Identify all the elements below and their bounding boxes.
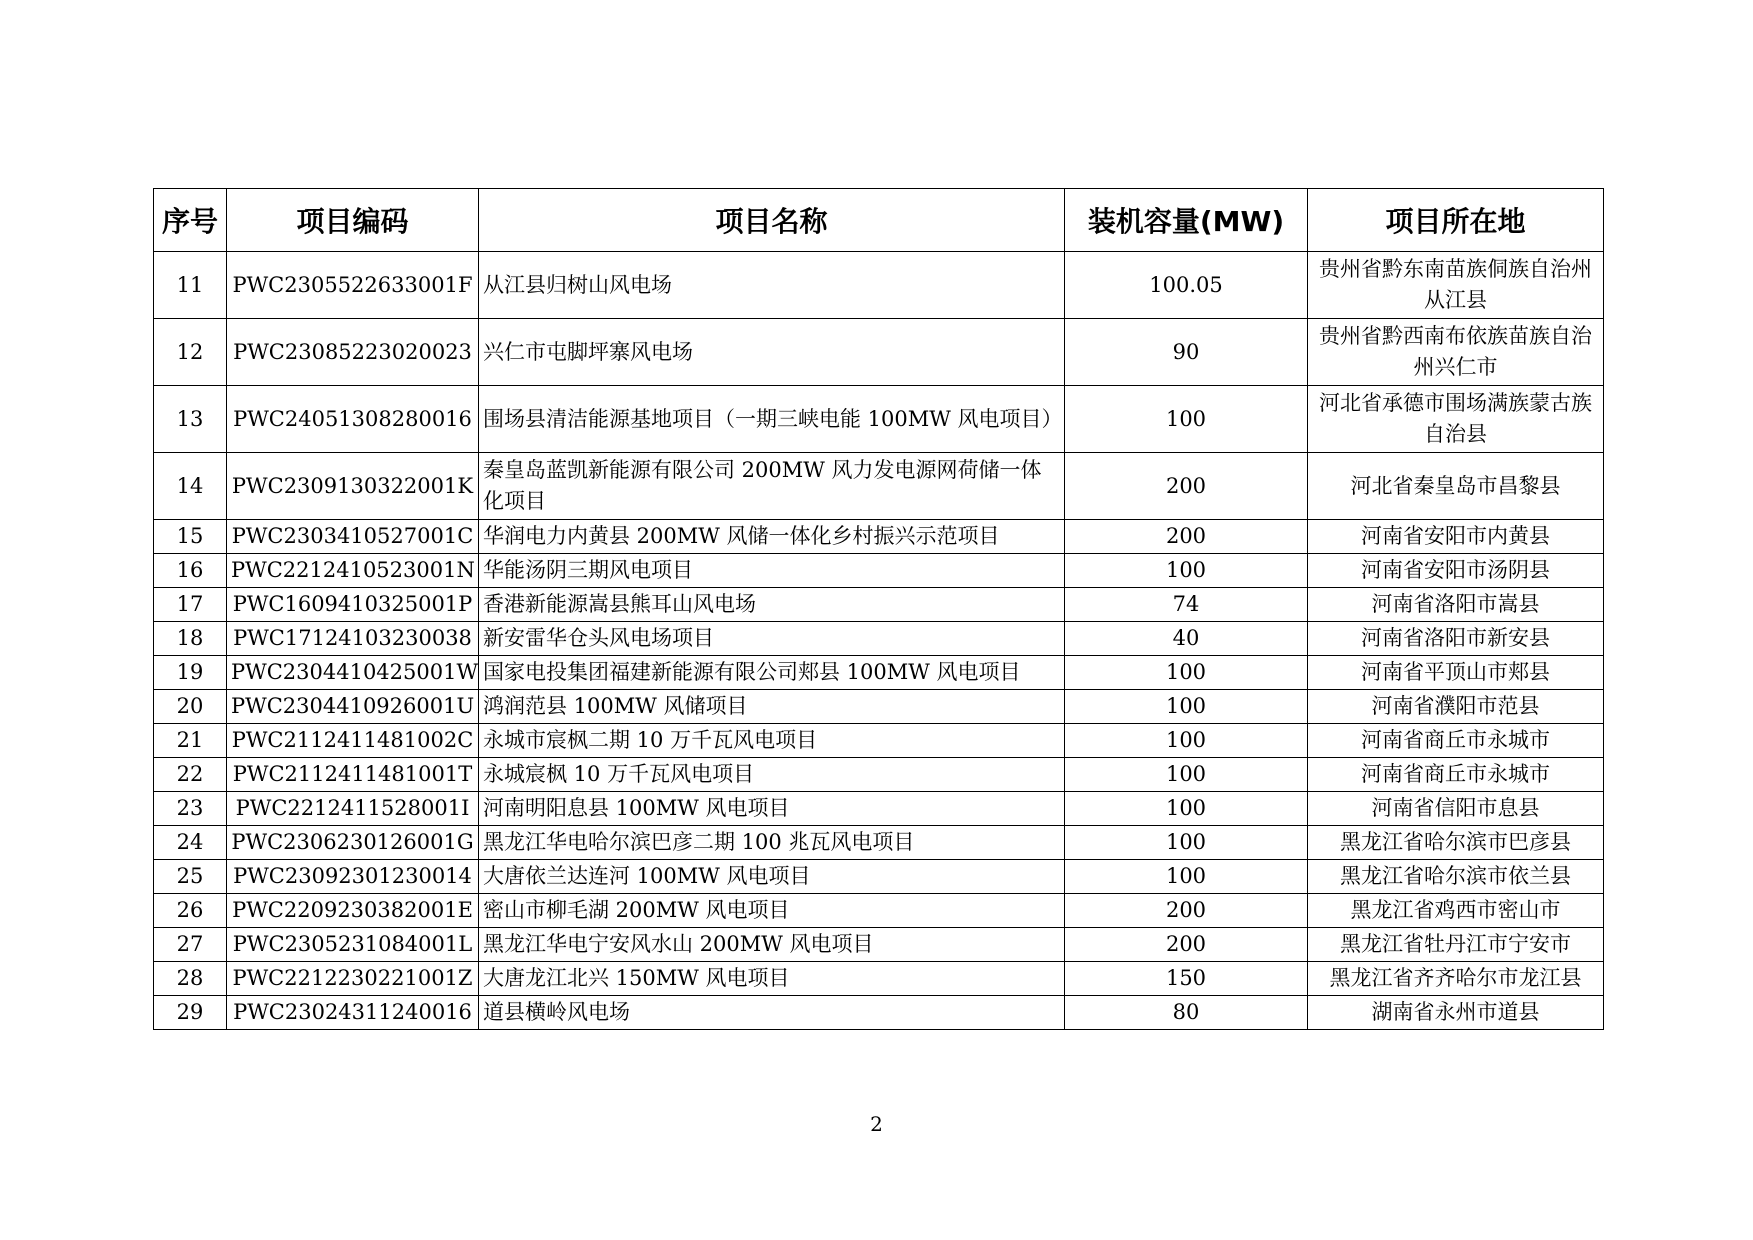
- cell-code: PWC2304410926001U: [227, 690, 479, 724]
- cell-code: PWC2112411481002C: [227, 724, 479, 758]
- table-row: [154, 758, 1604, 792]
- cell-name: 秦皇岛蓝凯新能源有限公司 200MW 风力发电源网荷储一体化项目: [479, 453, 1065, 520]
- cell-name: 香港新能源嵩县熊耳山风电场: [479, 588, 1065, 622]
- cell-location: 河南省商丘市永城市: [1308, 724, 1604, 758]
- cell-code: PWC23024311240016: [227, 996, 479, 1030]
- header-seq: 序号: [154, 189, 227, 252]
- cell-capacity: 100: [1065, 860, 1308, 894]
- cell-location: 黑龙江省哈尔滨市依兰县: [1308, 860, 1604, 894]
- table-row: [154, 996, 1604, 1030]
- cell-capacity: 90: [1065, 319, 1308, 386]
- cell-location: 河南省安阳市内黄县: [1308, 520, 1604, 554]
- cell-name: 围场县清洁能源基地项目（一期三峡电能 100MW 风电项目）: [479, 386, 1065, 453]
- cell-seq: 27: [154, 928, 227, 962]
- header-location: 项目所在地: [1308, 189, 1604, 252]
- cell-name: 从江县归树山风电场: [479, 252, 1065, 319]
- cell-location: 黑龙江省哈尔滨市巴彦县: [1308, 826, 1604, 860]
- table-row: [154, 860, 1604, 894]
- cell-location: 黑龙江省鸡西市密山市: [1308, 894, 1604, 928]
- cell-seq: 28: [154, 962, 227, 996]
- cell-code: PWC2303410527001C: [227, 520, 479, 554]
- table-row: [154, 656, 1604, 690]
- cell-name: 兴仁市屯脚坪寨风电场: [479, 319, 1065, 386]
- cell-capacity: 200: [1065, 520, 1308, 554]
- cell-location: 湖南省永州市道县: [1308, 996, 1604, 1030]
- cell-capacity: 100: [1065, 656, 1308, 690]
- cell-seq: 22: [154, 758, 227, 792]
- table-row: [154, 724, 1604, 758]
- table-row: [154, 622, 1604, 656]
- cell-location: 黑龙江省齐齐哈尔市龙江县: [1308, 962, 1604, 996]
- cell-capacity: 40: [1065, 622, 1308, 656]
- cell-seq: 18: [154, 622, 227, 656]
- cell-location: 河南省洛阳市嵩县: [1308, 588, 1604, 622]
- cell-code: PWC2304410425001W: [227, 656, 479, 690]
- table-row: [154, 792, 1604, 826]
- cell-capacity: 100: [1065, 758, 1308, 792]
- cell-code: PWC2212230221001Z: [227, 962, 479, 996]
- cell-location: 河南省安阳市汤阴县: [1308, 554, 1604, 588]
- cell-location: 河南省平顶山市郏县: [1308, 656, 1604, 690]
- cell-capacity: 80: [1065, 996, 1308, 1030]
- cell-location: 河北省秦皇岛市昌黎县: [1308, 453, 1604, 520]
- cell-name: 鸿润范县 100MW 风储项目: [479, 690, 1065, 724]
- table-row: [154, 319, 1604, 386]
- cell-location: 黑龙江省牡丹江市宁安市: [1308, 928, 1604, 962]
- cell-seq: 26: [154, 894, 227, 928]
- cell-code: PWC23085223020023: [227, 319, 479, 386]
- cell-seq: 14: [154, 453, 227, 520]
- cell-location: 河南省商丘市永城市: [1308, 758, 1604, 792]
- table-row: [154, 690, 1604, 724]
- cell-seq: 21: [154, 724, 227, 758]
- cell-seq: 19: [154, 656, 227, 690]
- cell-name: 黑龙江华电哈尔滨巴彦二期 100 兆瓦风电项目: [479, 826, 1065, 860]
- cell-location: 贵州省黔西南布依族苗族自治州兴仁市: [1308, 319, 1604, 386]
- cell-seq: 23: [154, 792, 227, 826]
- cell-seq: 24: [154, 826, 227, 860]
- cell-name: 道县横岭风电场: [479, 996, 1065, 1030]
- table-row: [154, 453, 1604, 520]
- table-row: [154, 962, 1604, 996]
- cell-name: 大唐龙江北兴 150MW 风电项目: [479, 962, 1065, 996]
- cell-location: 河北省承德市围场满族蒙古族自治县: [1308, 386, 1604, 453]
- cell-code: PWC2212411528001I: [227, 792, 479, 826]
- table-row: [154, 826, 1604, 860]
- cell-location: 贵州省黔东南苗族侗族自治州从江县: [1308, 252, 1604, 319]
- cell-seq: 29: [154, 996, 227, 1030]
- cell-capacity: 100: [1065, 724, 1308, 758]
- cell-code: PWC17124103230038: [227, 622, 479, 656]
- cell-location: 河南省洛阳市新安县: [1308, 622, 1604, 656]
- cell-code: PWC2112411481001T: [227, 758, 479, 792]
- cell-code: PWC24051308280016: [227, 386, 479, 453]
- cell-capacity: 150: [1065, 962, 1308, 996]
- cell-capacity: 74: [1065, 588, 1308, 622]
- cell-capacity: 100: [1065, 792, 1308, 826]
- cell-capacity: 100: [1065, 690, 1308, 724]
- cell-seq: 13: [154, 386, 227, 453]
- cell-location: 河南省信阳市息县: [1308, 792, 1604, 826]
- cell-capacity: 100: [1065, 826, 1308, 860]
- table-row: [154, 928, 1604, 962]
- cell-name: 黑龙江华电宁安风水山 200MW 风电项目: [479, 928, 1065, 962]
- table-row: [154, 386, 1604, 453]
- cell-name: 新安雷华仓头风电场项目: [479, 622, 1065, 656]
- cell-seq: 11: [154, 252, 227, 319]
- cell-code: PWC23092301230014: [227, 860, 479, 894]
- table-row: [154, 520, 1604, 554]
- table-row: [154, 588, 1604, 622]
- cell-name: 华能汤阴三期风电项目: [479, 554, 1065, 588]
- cell-code: PWC2306230126001G: [227, 826, 479, 860]
- cell-seq: 12: [154, 319, 227, 386]
- cell-capacity: 200: [1065, 894, 1308, 928]
- table-row: [154, 252, 1604, 319]
- header-name: 项目名称: [479, 189, 1065, 252]
- cell-code: PWC1609410325001P: [227, 588, 479, 622]
- cell-name: 密山市柳毛湖 200MW 风电项目: [479, 894, 1065, 928]
- cell-seq: 15: [154, 520, 227, 554]
- cell-capacity: 100: [1065, 386, 1308, 453]
- cell-capacity: 200: [1065, 453, 1308, 520]
- cell-location: 河南省濮阳市范县: [1308, 690, 1604, 724]
- cell-seq: 17: [154, 588, 227, 622]
- cell-code: PWC2209230382001E: [227, 894, 479, 928]
- cell-name: 国家电投集团福建新能源有限公司郏县 100MW 风电项目: [479, 656, 1065, 690]
- project-table: [153, 188, 1604, 1030]
- cell-name: 大唐依兰达连河 100MW 风电项目: [479, 860, 1065, 894]
- cell-code: PWC2212410523001N: [227, 554, 479, 588]
- cell-capacity: 100.05: [1065, 252, 1308, 319]
- cell-code: PWC2309130322001K: [227, 453, 479, 520]
- header-code: 项目编码: [227, 189, 479, 252]
- cell-code: PWC2305231084001L: [227, 928, 479, 962]
- cell-name: 永城宸枫 10 万千瓦风电项目: [479, 758, 1065, 792]
- table-header-row: [154, 189, 1604, 252]
- table-row: [154, 554, 1604, 588]
- cell-code: PWC2305522633001F: [227, 252, 479, 319]
- table-row: [154, 894, 1604, 928]
- cell-capacity: 100: [1065, 554, 1308, 588]
- cell-name: 河南明阳息县 100MW 风电项目: [479, 792, 1065, 826]
- cell-seq: 16: [154, 554, 227, 588]
- page-number: 2: [870, 1112, 883, 1136]
- cell-seq: 25: [154, 860, 227, 894]
- cell-seq: 20: [154, 690, 227, 724]
- cell-name: 华润电力内黄县 200MW 风储一体化乡村振兴示范项目: [479, 520, 1065, 554]
- header-capacity: 装机容量(MW): [1065, 189, 1308, 252]
- cell-name: 永城市宸枫二期 10 万千瓦风电项目: [479, 724, 1065, 758]
- cell-capacity: 200: [1065, 928, 1308, 962]
